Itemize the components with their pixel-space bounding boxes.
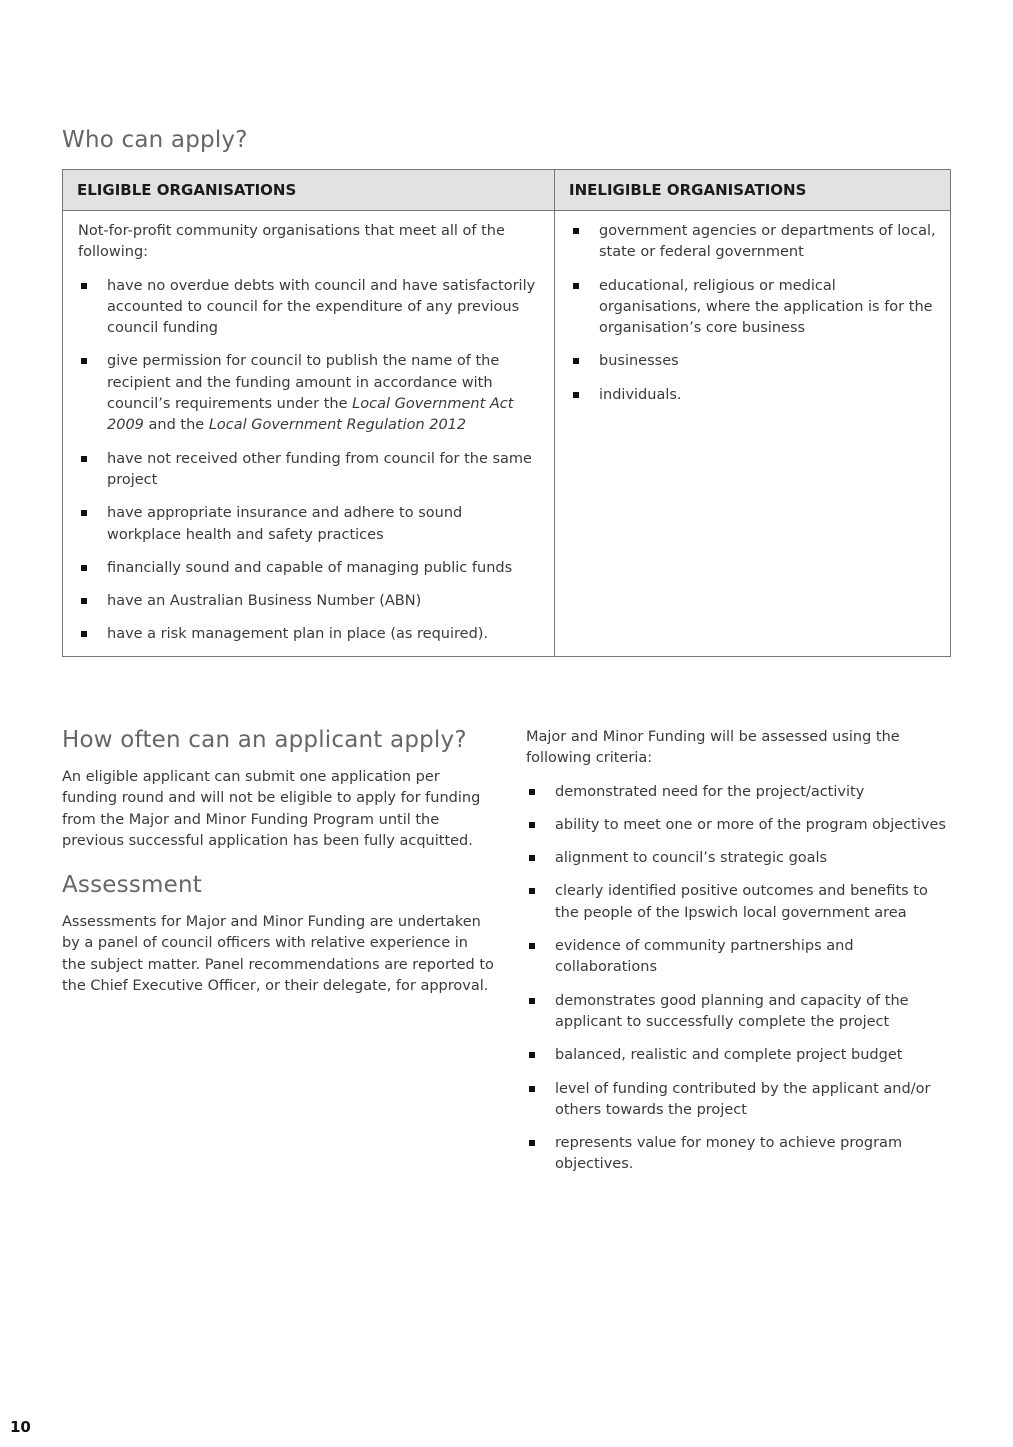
list-item: represents value for money to achieve program objectives.: [526, 1133, 946, 1176]
list-item: level of funding contributed by the applicant and/or others towards the project: [526, 1079, 946, 1122]
eligible-header: ELIGIBLE ORGANISATIONS: [63, 170, 555, 211]
regulation-title: Local Government Regulation 2012: [208, 417, 467, 434]
ineligible-list: [570, 221, 936, 406]
list-item: have a risk management plan in place (as required).: [78, 624, 540, 645]
list-item: government agencies or departments of local, state or federal government: [570, 221, 936, 264]
list-item-text: give permission for council to publish the name of the recipient and the funding amount in accordance with council’s requirements under the: [107, 353, 500, 413]
ineligible-cell: [555, 211, 951, 657]
criteria-block: [526, 727, 946, 1176]
eligible-list: [78, 276, 540, 646]
how-often-heading: How often can an applicant apply?: [62, 727, 467, 753]
criteria-intro: Major and Minor Funding will be assessed using the following criteria:: [526, 729, 900, 767]
table-header-row: [63, 170, 951, 211]
who-can-apply-heading: Who can apply?: [62, 127, 248, 153]
list-item: balanced, realistic and complete project budget: [526, 1045, 946, 1066]
list-item: [78, 351, 540, 436]
criteria-list: [526, 782, 946, 1176]
list-item: businesses: [570, 351, 936, 372]
page-number: 10: [10, 1418, 31, 1436]
eligible-cell: [63, 211, 555, 657]
eligibility-table: [62, 169, 951, 657]
list-item: demonstrated need for the project/activity: [526, 782, 946, 803]
list-item: demonstrates good planning and capacity of the applicant to successfully complete the project: [526, 991, 946, 1034]
list-item: alignment to council’s strategic goals: [526, 848, 946, 869]
list-item: have no overdue debts with council and have satisfactorily accounted to council for the expenditure of any previous council funding: [78, 276, 540, 340]
table-body-row: [63, 211, 951, 657]
list-item: have appropriate insurance and adhere to sound workplace health and safety practices: [78, 503, 540, 546]
list-item: individuals.: [570, 385, 936, 406]
assessment-text: Assessments for Major and Minor Funding are undertaken by a panel of council officers with relative experience in the subject matter. Panel recommendations are reported to the Chief Executive Officer, or their delegate, for approval.: [62, 914, 494, 994]
eligible-intro: Not-for-profit community organisations that meet all of the following:: [78, 223, 505, 261]
list-item-text: and the: [143, 417, 209, 434]
assessment-heading: Assessment: [62, 872, 202, 898]
how-often-text: An eligible applicant can submit one application per funding round and will not be eligible to apply for funding from the Major and Minor Funding Program until the previous successful application has been fully acquitted.: [62, 769, 481, 849]
ineligible-header: INELIGIBLE ORGANISATIONS: [555, 170, 951, 211]
list-item: clearly identified positive outcomes and benefits to the people of the Ipswich local government area: [526, 881, 946, 924]
list-item: have an Australian Business Number (ABN): [78, 591, 540, 612]
list-item: evidence of community partnerships and collaborations: [526, 936, 946, 979]
list-item: educational, religious or medical organisations, where the application is for the organisation’s core business: [570, 276, 936, 340]
list-item: financially sound and capable of managing public funds: [78, 558, 540, 579]
list-item: have not received other funding from council for the same project: [78, 449, 540, 492]
act-title: Local Government Act 2009: [107, 396, 514, 434]
list-item: ability to meet one or more of the program objectives: [526, 815, 946, 836]
